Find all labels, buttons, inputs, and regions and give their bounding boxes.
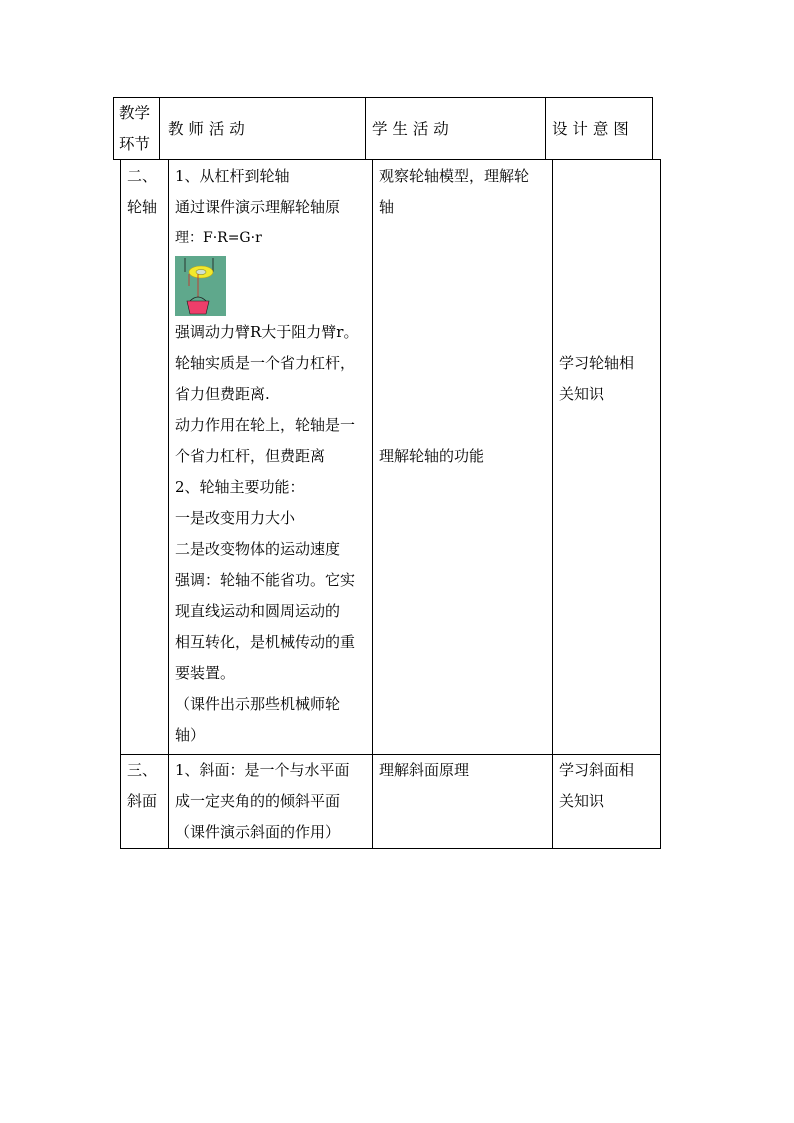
intent-line: 学习轮轴相: [559, 354, 635, 372]
row-xiemian-stage-line-1: 三、: [127, 761, 158, 779]
teacher-line: 2、轮轴主要功能：: [175, 478, 305, 496]
row-lunzhou-stage-line-1: 二、: [127, 167, 158, 185]
teacher-line: 1、斜面：是一个与水平面: [175, 761, 350, 779]
teacher-line: 个省力杠杆，但费距离: [175, 447, 326, 465]
student-line: 观察轮轴模型，理解轮: [379, 167, 530, 185]
student-line: 理解斜面原理: [379, 761, 470, 779]
header-stage-line-1: 教学: [119, 104, 151, 122]
student-line: 理解轮轴的功能: [379, 447, 485, 465]
axle-shape: [196, 269, 206, 274]
header-intent-label: 设 计 意 图: [552, 120, 629, 138]
teacher-line: （课件演示斜面的作用）: [175, 823, 341, 841]
row-lunzhou-intent-cell: [552, 159, 661, 755]
intent-line: 学习斜面相: [559, 761, 635, 779]
teacher-line: 成一定夹角的的倾斜平面: [175, 792, 341, 810]
header-stage-line-2: 环节: [119, 135, 151, 153]
teacher-line: 轴）: [175, 726, 206, 744]
header-student-label: 学 生 活 动: [372, 120, 449, 138]
teacher-line: 省力但费距离.: [175, 385, 270, 403]
student-line: 轴: [379, 198, 395, 216]
row-xiemian-stage-line-2: 斜面: [127, 792, 158, 810]
teacher-line: 动力作用在轮上，轮轴是一: [175, 416, 356, 434]
teacher-line: 轮轴实质是一个省力杠杆，: [175, 354, 356, 372]
teacher-line: 二是改变物体的运动速度: [175, 540, 341, 558]
row-lunzhou-stage-line-2: 轮轴: [127, 198, 158, 216]
teacher-line: 强调动力臂R大于阻力臂r。: [175, 323, 359, 341]
row-lunzhou-stage-cell: [120, 159, 169, 755]
teacher-line: 通过课件演示理解轮轴原: [175, 198, 341, 216]
header-teacher-label: 教 师 活 动: [168, 120, 245, 138]
wheel-axle-diagram: [175, 256, 226, 316]
teacher-line: 一是改变用力大小: [175, 509, 296, 527]
teacher-line: 相互转化，是机械传动的重: [175, 633, 356, 651]
teacher-line: 现直线运动和圆周运动的: [175, 602, 341, 620]
bucket-shape: [187, 301, 209, 314]
teacher-line: 要装置。: [175, 664, 236, 682]
intent-line: 关知识: [559, 385, 605, 403]
teacher-line: 强调：轮轴不能省功。它实: [175, 571, 356, 589]
teacher-line: 理：F·R=G·r: [175, 230, 262, 246]
teacher-line: （课件出示那些机械师轮: [175, 695, 341, 713]
teacher-line: 1、从杠杆到轮轴: [175, 167, 290, 185]
intent-line: 关知识: [559, 792, 605, 810]
